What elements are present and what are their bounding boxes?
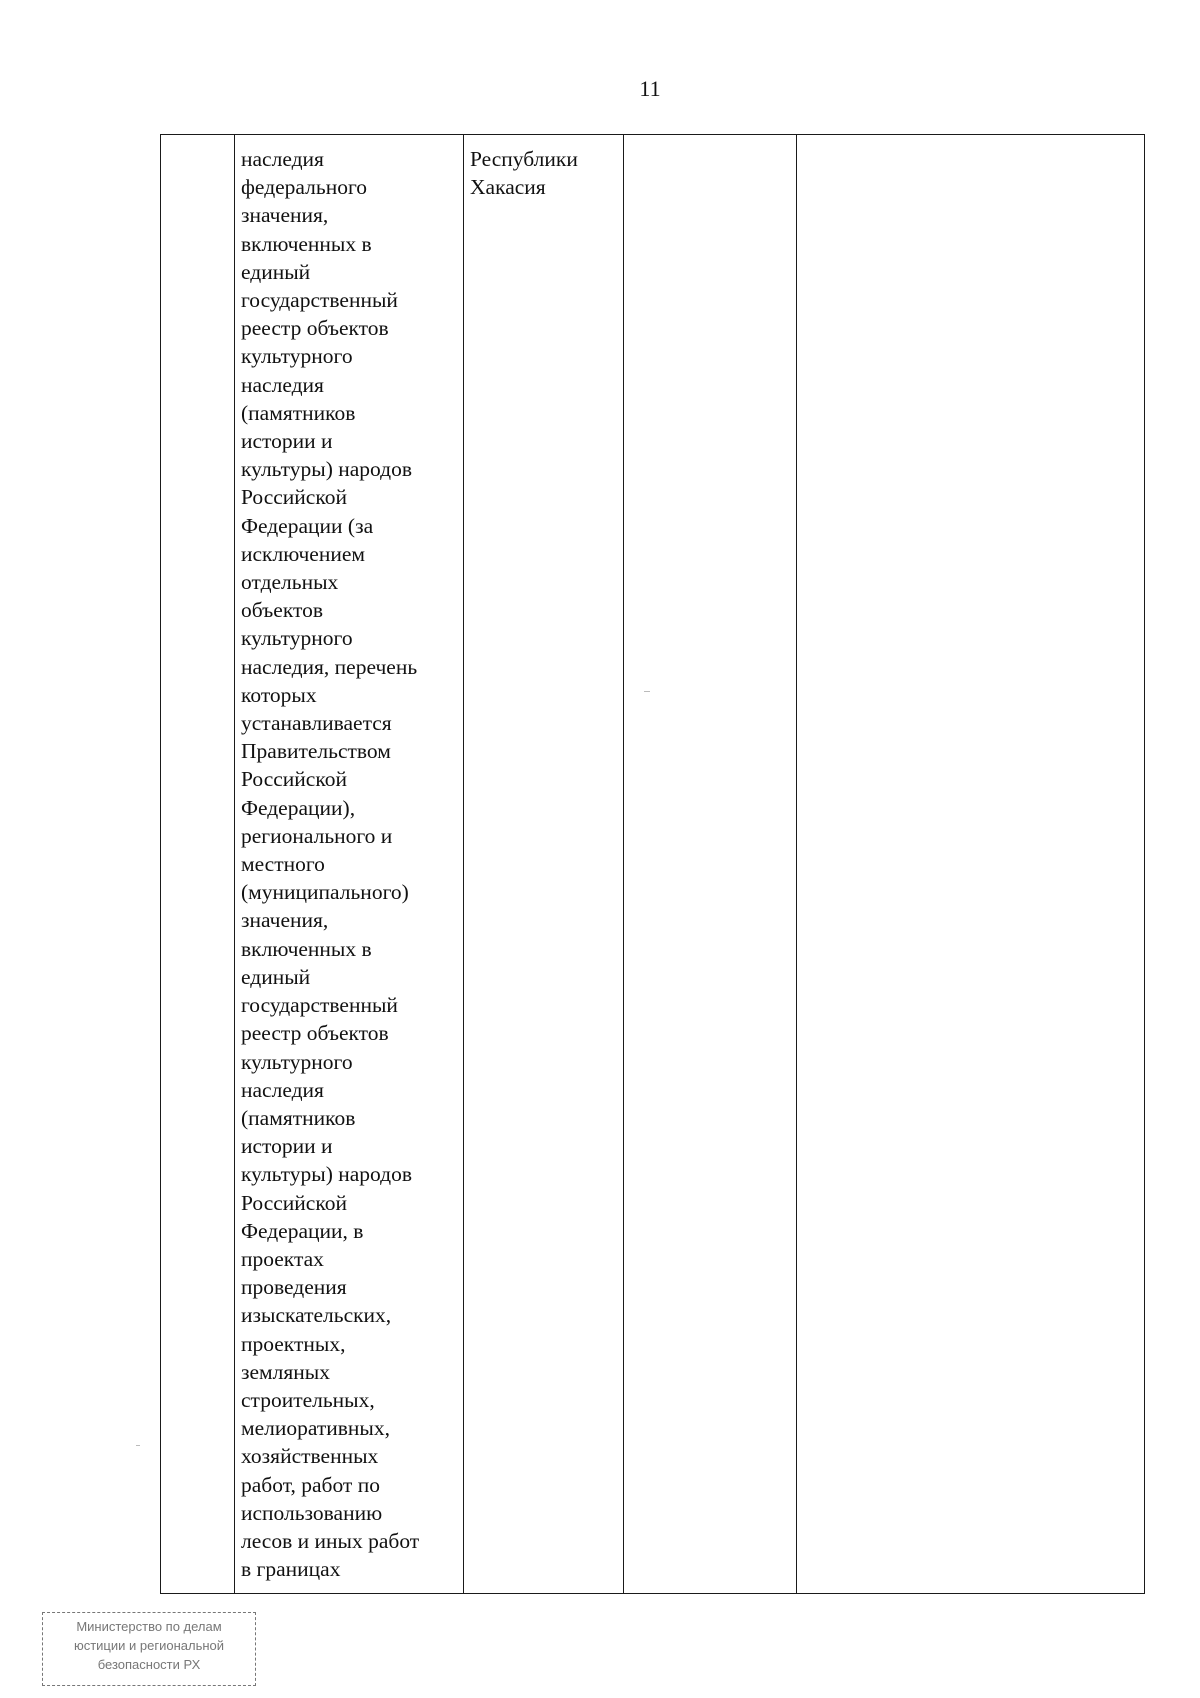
text-line: наследия, перечень bbox=[241, 654, 418, 679]
text-line: местного bbox=[241, 852, 325, 877]
text-line: в границах bbox=[241, 1557, 341, 1582]
text-line: Хакасия bbox=[470, 175, 546, 200]
text-line: государственный bbox=[241, 993, 398, 1018]
text-line: культурного bbox=[241, 626, 353, 651]
text-line: которых bbox=[241, 682, 317, 707]
text-line: работ, работ по bbox=[241, 1472, 380, 1497]
description-text bbox=[241, 145, 457, 1583]
text-line: Республики bbox=[470, 147, 578, 171]
text-line: культурного bbox=[241, 1049, 353, 1074]
text-line: отдельных bbox=[241, 570, 339, 595]
text-line: культуры) народов bbox=[241, 457, 413, 482]
text-line: федерального bbox=[241, 175, 367, 200]
page-number: 11 bbox=[639, 76, 661, 101]
text-line: Федерации (за bbox=[241, 513, 374, 538]
text-line: культурного bbox=[241, 344, 353, 369]
stamp-line: безопасности РХ bbox=[97, 1657, 201, 1672]
text-line: (памятников bbox=[241, 1105, 356, 1130]
ministry-stamp bbox=[42, 1612, 256, 1686]
text-line: истории и bbox=[241, 1134, 333, 1159]
text-line: хозяйственных bbox=[241, 1444, 379, 1469]
text-line: проведения bbox=[241, 1275, 347, 1300]
text-line: (муниципального) bbox=[241, 880, 409, 905]
table-cell-empty-5 bbox=[797, 135, 1145, 1594]
document-table bbox=[160, 134, 1145, 1594]
text-line: Федерации, в bbox=[241, 1218, 364, 1243]
text-line: регионального и bbox=[241, 823, 393, 848]
text-line: Российской bbox=[241, 485, 347, 510]
text-line: значения, bbox=[241, 203, 329, 228]
text-line: (памятников bbox=[241, 400, 356, 425]
region-text bbox=[470, 145, 617, 201]
text-line: государственный bbox=[241, 288, 398, 313]
text-line: лесов и иных работ bbox=[241, 1528, 420, 1553]
stamp-line: юстиции и региональной bbox=[73, 1638, 225, 1653]
text-line: культуры) народов bbox=[241, 1162, 413, 1187]
text-line: мелиоративных, bbox=[241, 1416, 390, 1441]
text-line: наследия bbox=[241, 1077, 324, 1102]
text-line: Российской bbox=[241, 767, 347, 792]
table-row bbox=[161, 135, 1145, 1594]
text-line: значения, bbox=[241, 908, 329, 933]
table-cell-empty-1 bbox=[161, 135, 235, 1594]
text-line: наследия bbox=[241, 147, 324, 171]
text-line: изыскательских, bbox=[241, 1303, 392, 1328]
text-line: исключением bbox=[241, 541, 365, 566]
text-line: проектах bbox=[241, 1246, 324, 1271]
scan-speck bbox=[136, 1445, 140, 1446]
text-line: реестр объектов bbox=[241, 316, 389, 341]
stamp-line: Министерство по делам bbox=[76, 1619, 222, 1634]
text-line: Российской bbox=[241, 1190, 347, 1215]
text-line: земляных bbox=[241, 1359, 330, 1384]
table-cell-description bbox=[235, 135, 464, 1594]
text-line: реестр объектов bbox=[241, 1021, 389, 1046]
text-line: объектов bbox=[241, 598, 323, 623]
text-line: наследия bbox=[241, 372, 324, 397]
text-line: использованию bbox=[241, 1500, 383, 1525]
text-line: Правительством bbox=[241, 739, 391, 764]
text-line: единый bbox=[241, 964, 311, 989]
text-line: включенных в bbox=[241, 231, 372, 256]
text-line: Федерации), bbox=[241, 795, 356, 820]
text-line: единый bbox=[241, 259, 311, 284]
scan-speck bbox=[644, 691, 650, 692]
text-line: строительных, bbox=[241, 1387, 375, 1412]
table-cell-empty-4 bbox=[624, 135, 797, 1594]
text-line: проектных, bbox=[241, 1331, 346, 1356]
table-cell-region bbox=[464, 135, 624, 1594]
text-line: истории и bbox=[241, 429, 333, 454]
text-line: устанавливается bbox=[241, 711, 392, 736]
text-line: включенных в bbox=[241, 936, 372, 961]
